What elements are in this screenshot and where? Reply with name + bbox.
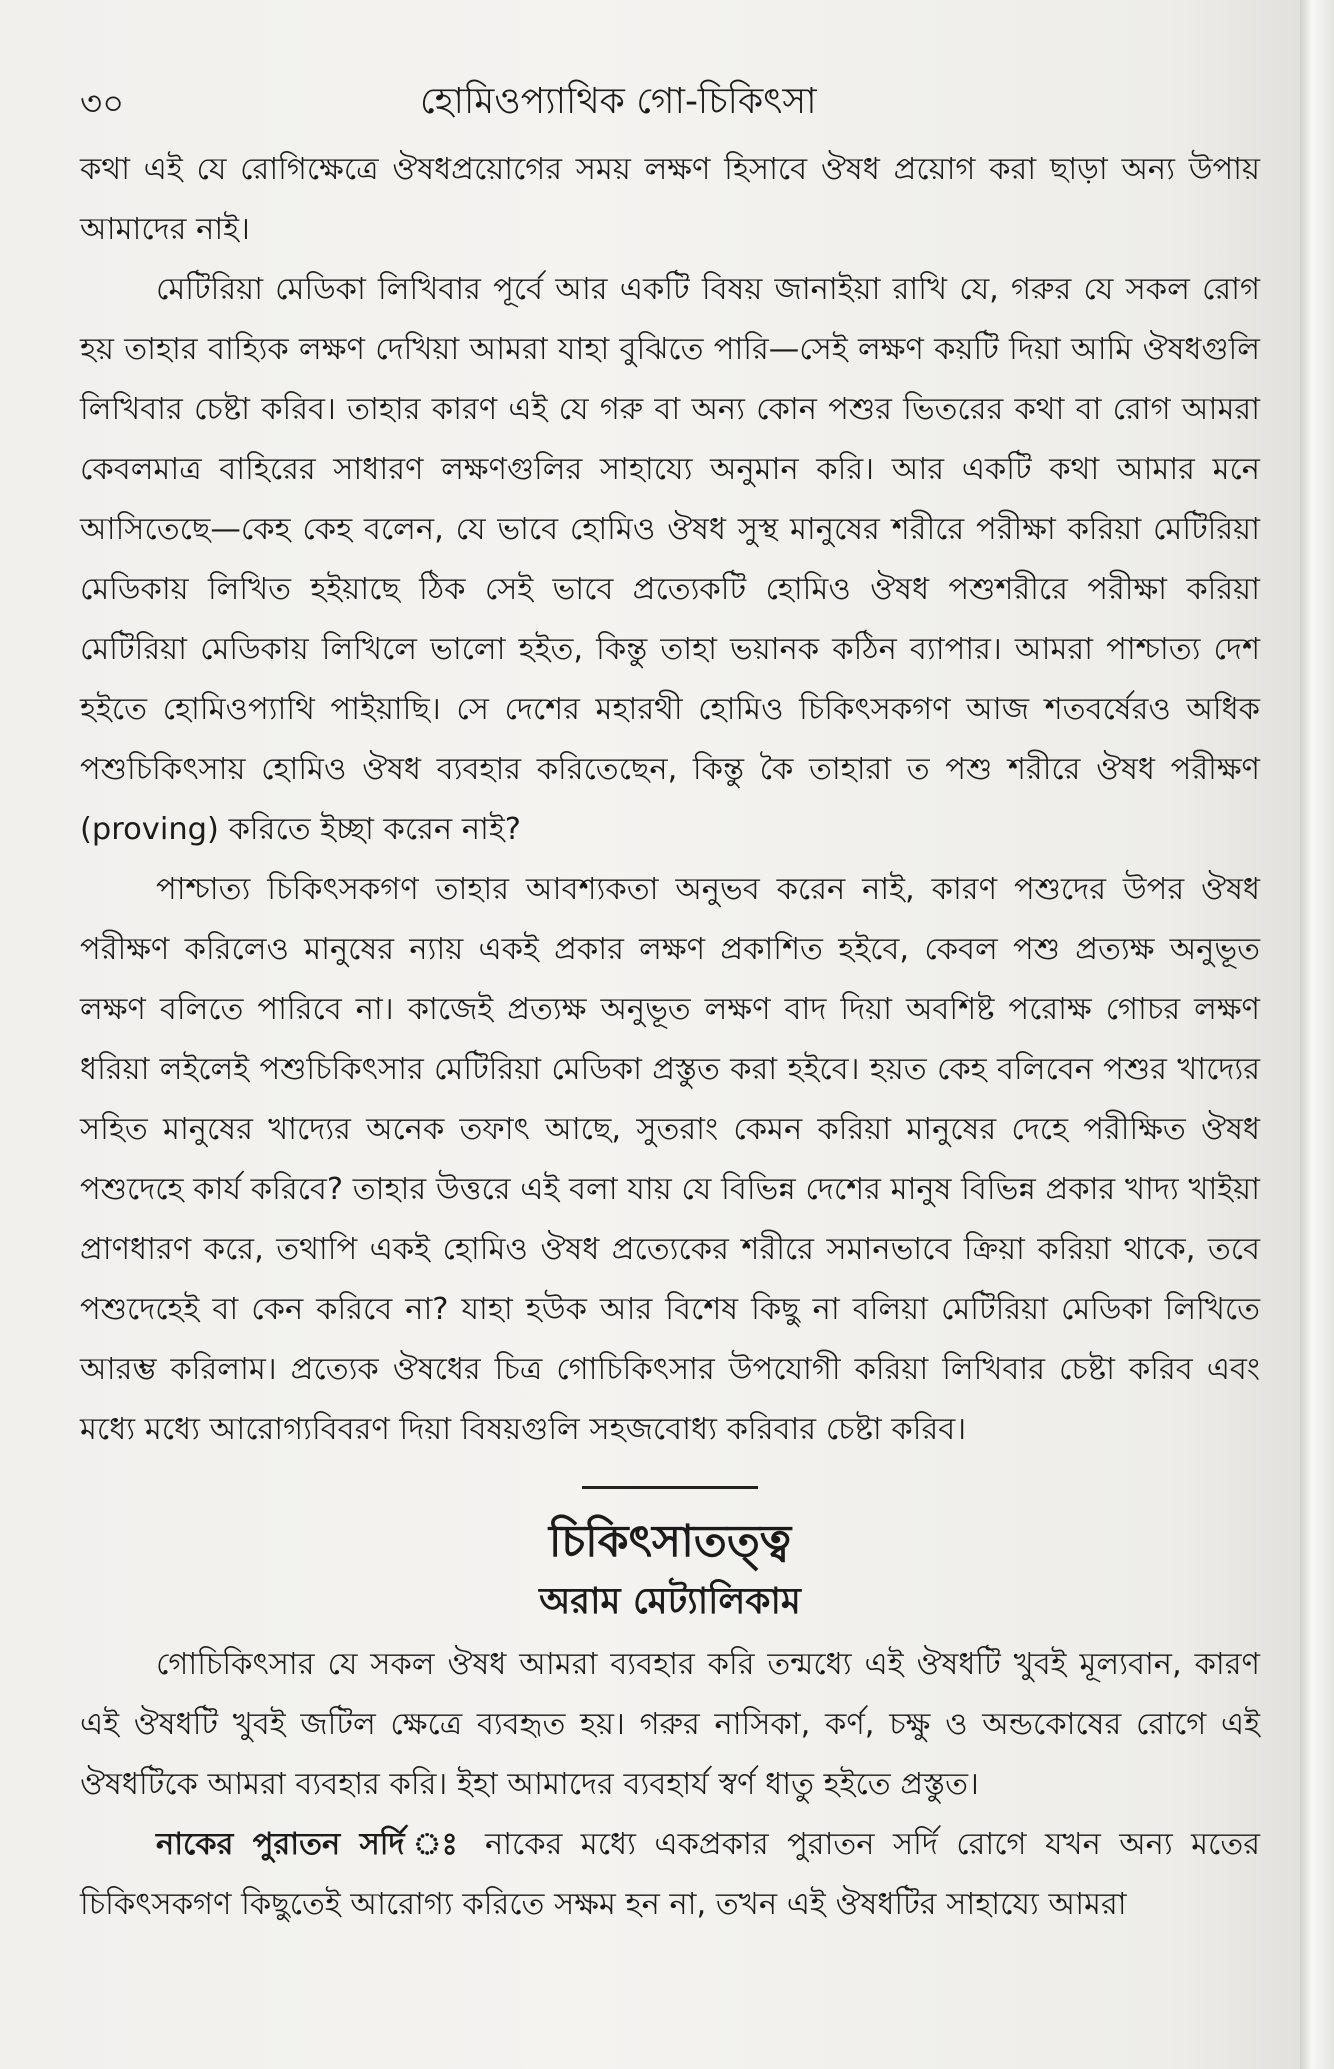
page-number: ৩০ [80,84,125,124]
paragraph-2: মেটিরিয়া মেডিকা লিখিবার পূর্বে আর একটি বিষয় জানাইয়া রাখি যে, গরুর যে সকল রোগ হয় তাহার বাহ্যিক লক্ষণ দেখিয়া আমরা যাহা বুঝিতে পারি—সেই লক্ষণ কয়টি দিয়া আমি ঔষধগুলি লিখিবার চেষ্টা করিব। তাহার কারণ এই যে গরু বা অন্য কোন পশুর ভিতরের কথা বা রোগ আমরা কেবলমাত্র বাহিরের সাধারণ লক্ষণগুলির সাহায্যে অনুমান করি। আর একটি কথা আমার মনে আসিতেছে—কেহ কেহ বলেন, যে ভাবে হোমিও ঔষধ সুস্থ মানুষের শরীরে পরীক্ষা করিয়া মেটিরিয়া মেডিকায় লিখিত হইয়াছে ঠিক সেই ভাবে প্রত্যেকটি হোমিও ঔষধ পশুশরীরে পরীক্ষা করিয়া মেটিরিয়া মেডিকায় লিখিলে ভালো হইত, কিন্তু তাহা ভয়ানক কঠিন ব্যাপার। আমরা পাশ্চাত্য দেশ হইতে হোমিওপ্যাথি পাইয়াছি। সে দেশের মহারথী হোমিও চিকিৎসকগণ আজ শতবর্ষেরও অধিক পশুচিকিৎসায় হোমিও ঔষধ ব্যবহার করিতেছেন, কিন্তু কৈ তাহারা ত পশু শরীরে ঔষধ পরীক্ষণ (proving) করিতে ইচ্ছা করেন নাই? [80,272,1260,847]
page-edge [1300,0,1334,2069]
remedy-intro-paragraph: গোচিকিৎসার যে সকল ঔষধ আমরা ব্যবহার করি তন্মধ্যে এই ঔষধটি খুবই মূল্যবান, কারণ এই ঔষধটি খুবই জটিল ক্ষেত্রে ব্যবহৃত হয়। গরুর নাসিকা, কর্ণ, চক্ষু ও অন্ডকোষের রোগে এই ঔষধটিকে আমরা ব্যবহার করি। ইহা আমাদের ব্যবহার্য স্বর্ণ ধাতু হইতে প্রস্তুত। [80,1647,1260,1802]
subsection-label: নাকের পুরাতন সর্দি ঃ [156,1827,467,1862]
remedy-subsection-paragraph [80,1815,1260,1935]
remedy-title: অরাম মেট্যালিকাম [539,1581,801,1622]
section-title: চিকিৎসাতত্ত্ব [548,1516,792,1567]
running-title: হোমিওপ্যাথিক গো-চিকিৎসা [420,81,817,122]
section-divider [582,1486,758,1489]
page-content [80,140,1260,1935]
page-header [80,70,1260,130]
subsection-text: নাকের মধ্যে একপ্রকার পুরাতন সর্দি রোগে যখন অন্য মতের চিকিৎসকগণ কিছুতেই আরোগ্য করিতে সক্ষম হন না, তখন এই ঔষধটির সাহায্যে আমরা [80,1827,1260,1922]
paragraph-3: পাশ্চাত্য চিকিৎসকগণ তাহার আবশ্যকতা অনুভব করেন নাই, কারণ পশুদের উপর ঔষধ পরীক্ষণ করিলেও মানুষের ন্যায় একই প্রকার লক্ষণ প্রকাশিত হইবে, কেবল পশু প্রত্যক্ষ অনুভূত লক্ষণ বলিতে পারিবে না। কাজেই প্রত্যক্ষ অনুভূত লক্ষণ বাদ দিয়া অবশিষ্ট পরোক্ষ গোচর লক্ষণ ধরিয়া লইলেই পশুচিকিৎসার মেটিরিয়া মেডিকা প্রস্তুত করা হইবে। হয়ত কেহ বলিবেন পশুর খাদ্যের সহিত মানুষের খাদ্যের অনেক তফাৎ আছে, সুতরাং কেমন করিয়া মানুষের দেহে পরীক্ষিত ঔষধ পশুদেহে কার্য করিবে? তাহার উত্তরে এই বলা যায় যে বিভিন্ন দেশের মানুষ বিভিন্ন প্রকার খাদ্য খাইয়া প্রাণধারণ করে, তথাপি একই হোমিও ঔষধ প্রত্যেকের শরীরে সমানভাবে ক্রিয়া করিয়া থাকে, তবে পশুদেহেই বা কেন করিবে না? যাহা হউক আর বিশেষ কিছু না বলিয়া মেটিরিয়া মেডিকা লিখিতে আরম্ভ করিলাম। প্রত্যেক ঔষধের চিত্র গোচিকিৎসার উপযোগী করিয়া লিখিবার চেষ্টা করিব এবং মধ্যে মধ্যে আরোগ্যবিবরণ দিয়া বিষয়গুলি সহজবোধ্য করিবার চেষ্টা করিব। [80,872,1260,1447]
paragraph-1: কথা এই যে রোগিক্ষেত্রে ঔষধপ্রয়োগের সময় লক্ষণ হিসাবে ঔষধ প্রয়োগ করা ছাড়া অন্য উপায় আমাদের নাই। [80,152,1260,247]
